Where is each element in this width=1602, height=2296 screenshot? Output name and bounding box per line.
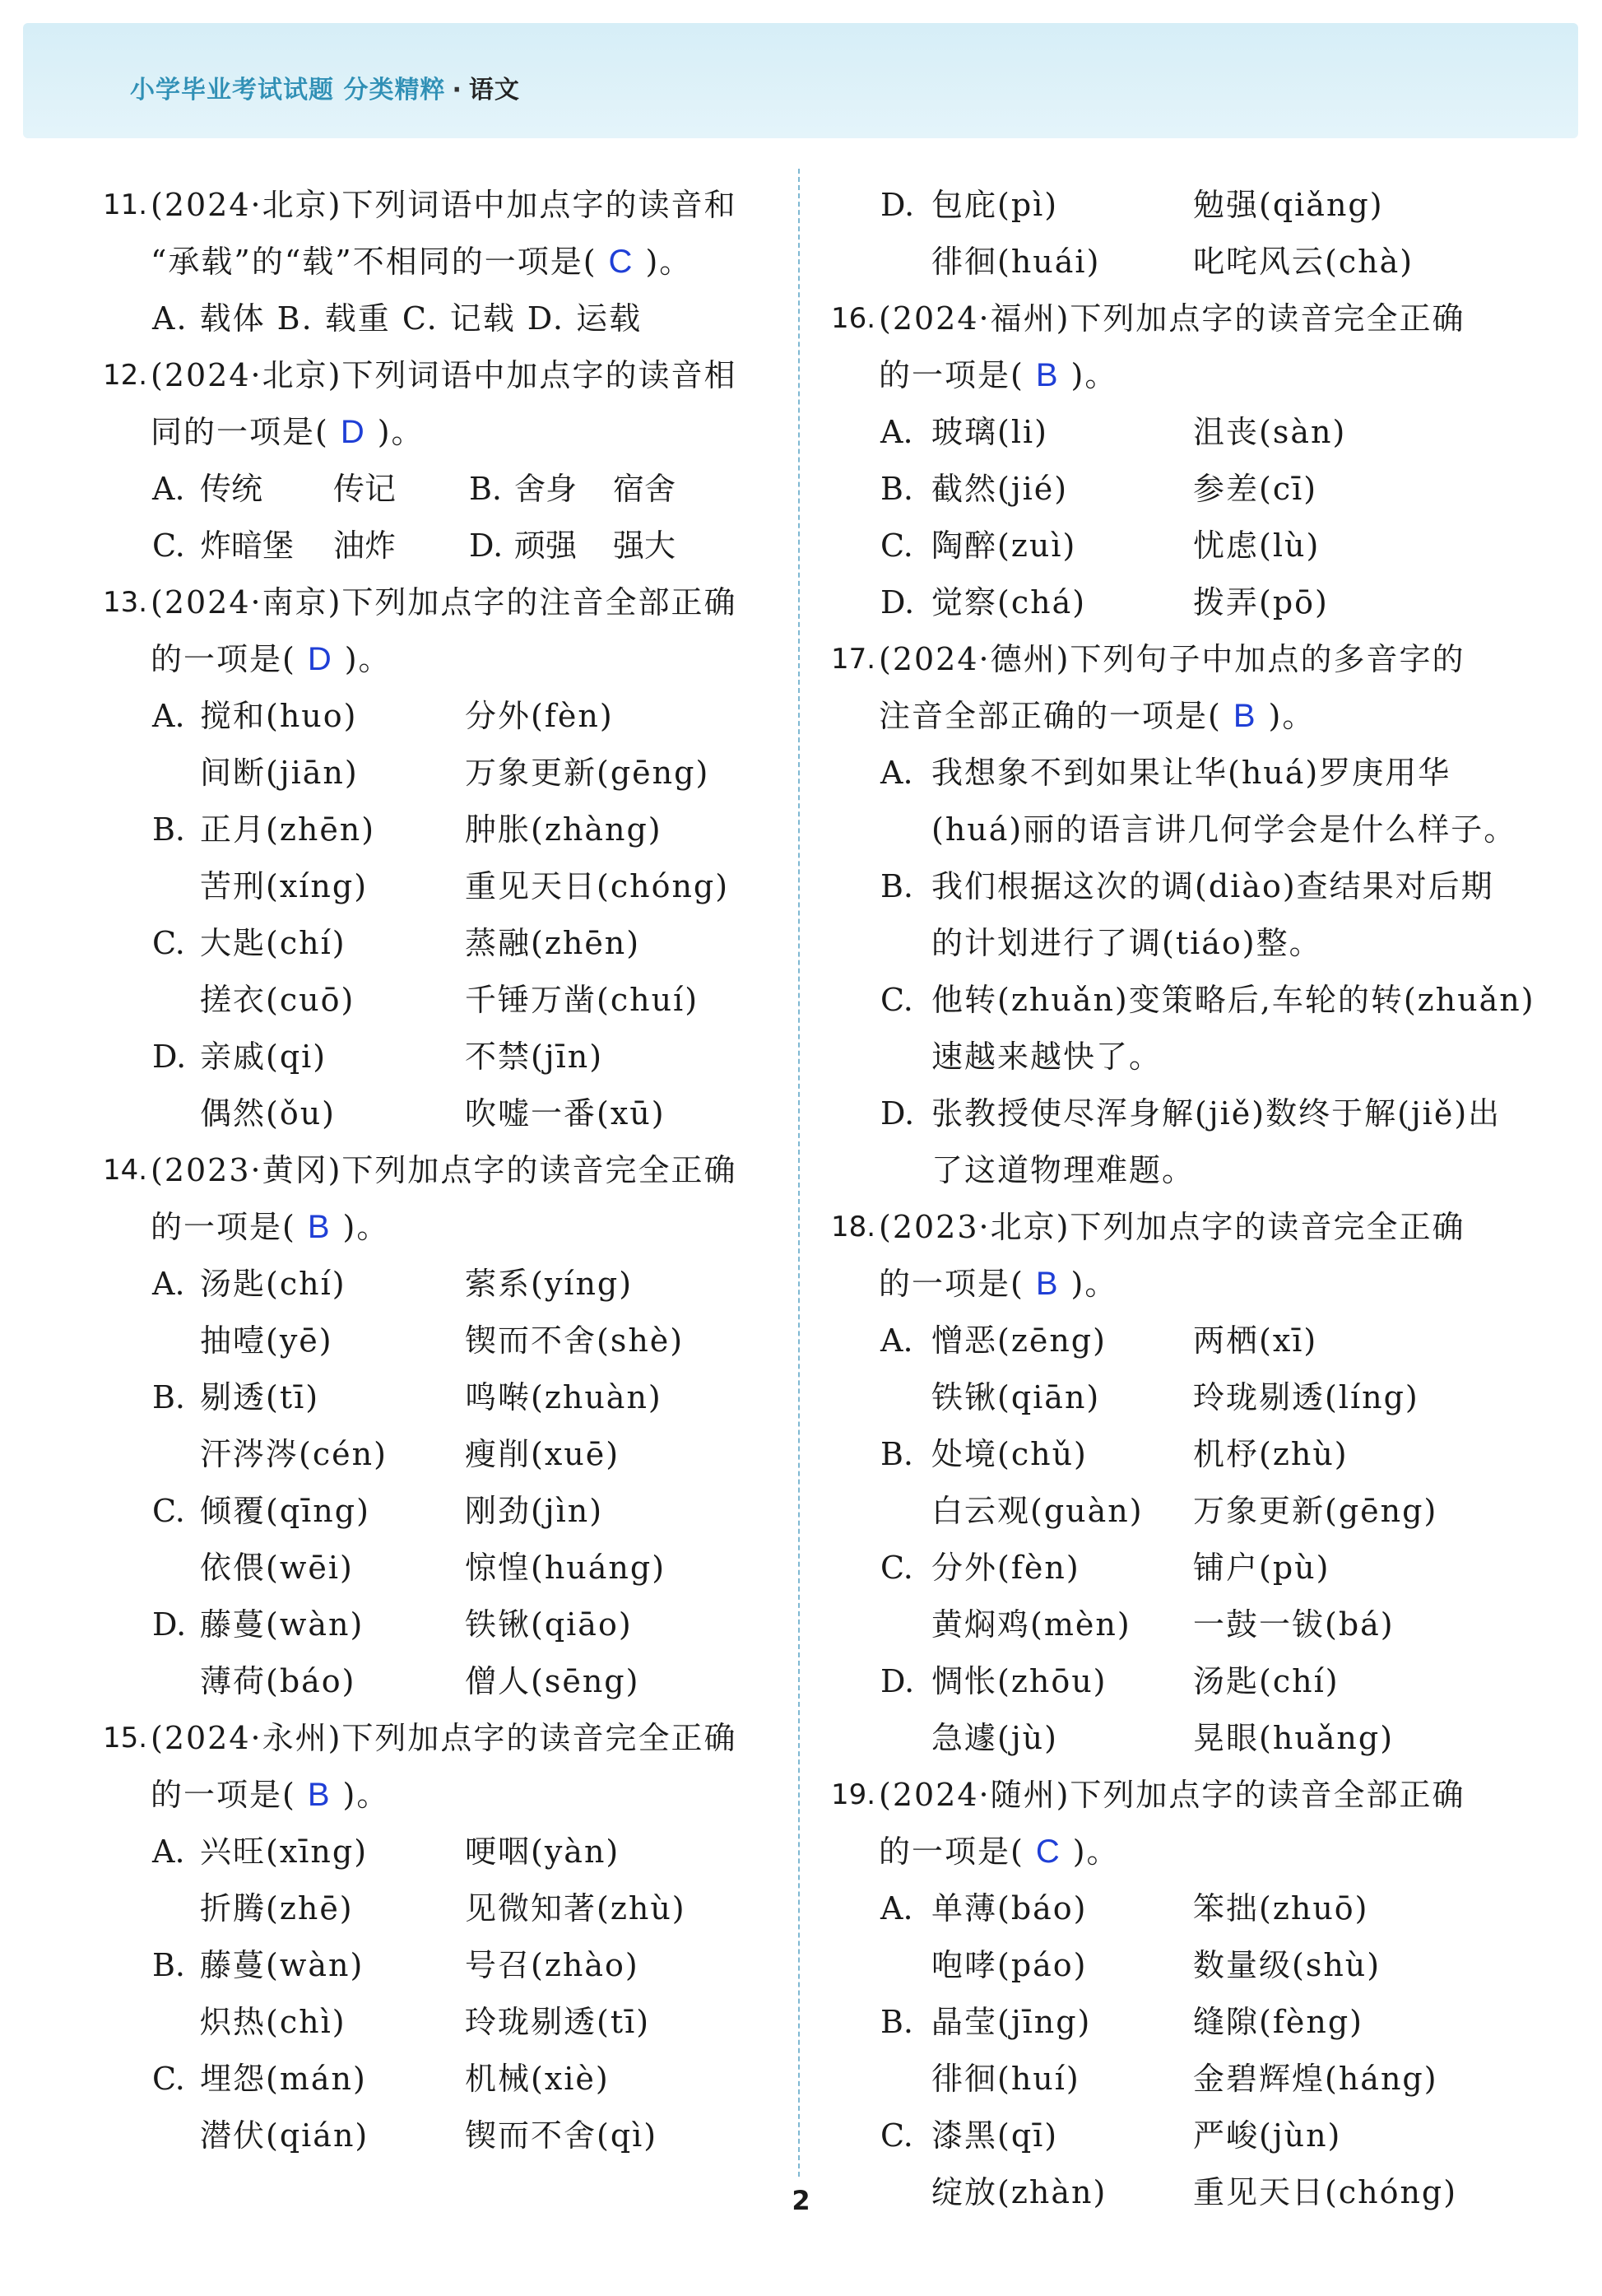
question-16-line-1 (831, 290, 1572, 347)
question-12-line-2 (103, 404, 786, 461)
option-sentence: 张教授使尽浑身解(jiě)数终于解(jiě)出 (931, 1095, 1502, 1132)
option-item: 瘦削(xuē) (465, 1436, 620, 1472)
option-row (831, 915, 1572, 972)
question-stem-end: )。 (1268, 698, 1316, 734)
option-letter: D. (880, 1095, 915, 1132)
option-item: 惊惶(huáng) (465, 1550, 666, 1586)
option-item: 汤匙(chí) (1193, 1663, 1340, 1699)
option-letter: B. (152, 1379, 186, 1415)
option-item: 咆哮(páo) (931, 1947, 1088, 1983)
option-item: 严峻(jùn) (1193, 2117, 1342, 2154)
option-row (103, 1085, 786, 1142)
header-title (130, 69, 520, 105)
option-item: 忧虑(lù) (1193, 528, 1321, 564)
option-item: 机械(xiè) (465, 2061, 610, 2097)
option-item: 处境(chǔ) (931, 1436, 1088, 1472)
question-number: 11. (103, 188, 148, 221)
option-item: 间断(jiān) (200, 755, 359, 791)
option-row (103, 745, 786, 802)
question-stem: (2024·德州)下列句子中加点的多音字的 (879, 641, 1465, 677)
option-item: 徘徊(huí) (931, 2061, 1080, 2097)
option-row (831, 461, 1572, 518)
option-letter: B. (152, 811, 186, 848)
question-stem: (2024·北京)下列词语中加点字的读音和 (151, 187, 737, 223)
option-letter: B. (152, 1947, 186, 1983)
option-row (831, 234, 1572, 290)
option-sentence-cont: 了这道物理难题。 (931, 1152, 1196, 1188)
question-number: 15. (103, 1722, 148, 1755)
option-letter: D. (152, 1606, 187, 1643)
option-item: 万象更新(gēng) (465, 755, 710, 791)
question-number: 19. (831, 1778, 876, 1811)
option-item: 依偎(wēi) (200, 1550, 354, 1586)
option-row (831, 1142, 1572, 1199)
option-item: 剔透(tī) (200, 1379, 320, 1415)
title-separator: · (452, 76, 462, 105)
option-letter: D. (880, 584, 915, 620)
option-item: 笨拙(zhuō) (1193, 1890, 1369, 1927)
option-row (831, 1426, 1572, 1483)
column-divider (798, 169, 800, 2177)
option-item: 重见天日(chóng) (1193, 2174, 1458, 2210)
option-item: 鸣啭(zhuàn) (465, 1379, 662, 1415)
question-stem-cont: 的一项是( (151, 641, 296, 677)
option-item: 玲珑剔透(líng) (1193, 1379, 1419, 1415)
option-letter: C. (152, 925, 185, 961)
option-word: 顽强 (514, 528, 578, 564)
question-number: 17. (831, 643, 876, 676)
option-letter: B. (469, 471, 503, 507)
question-14-line-1 (103, 1142, 786, 1199)
option-item: 刚劲(jìn) (465, 1493, 604, 1529)
option-row (831, 1653, 1572, 1710)
option-item: 偶然(ǒu) (200, 1095, 337, 1132)
option-item: 汤匙(chí) (200, 1266, 346, 1302)
option-item: 金碧辉煌(háng) (1193, 2061, 1438, 2097)
question-12-line-1 (103, 347, 786, 404)
question-11-line-1 (103, 177, 786, 234)
option-item: 大匙(chí) (200, 925, 346, 961)
option-letter: D. (469, 528, 504, 564)
option-item: 勉强(qiǎng) (1193, 187, 1384, 223)
option-letter: A. (152, 1834, 185, 1870)
option-item: 两栖(xī) (1193, 1322, 1318, 1359)
question-11-options (103, 290, 786, 347)
option-item: 叱咤风云(chà) (1193, 244, 1414, 280)
option-item: 铁锹(qiān) (931, 1379, 1101, 1415)
question-14-line-2 (103, 1199, 786, 1256)
option-item: 僧人(sēng) (465, 1663, 640, 1699)
option-letter: A. (152, 471, 185, 507)
question-13-line-1 (103, 574, 786, 631)
option-word: 强大 (613, 528, 676, 564)
question-16-line-2 (831, 347, 1572, 404)
answer-mark: D (340, 414, 366, 450)
option-word: 传记 (333, 471, 397, 507)
option-letter: C. (880, 1550, 913, 1586)
option-row (831, 1313, 1572, 1369)
option-letter: B. (880, 471, 914, 507)
option-item: 一鼓一钹(bá) (1193, 1606, 1395, 1643)
option-row (103, 1029, 786, 1085)
option-letter: D. (880, 187, 915, 223)
option-item: 缝隙(fèng) (1193, 2004, 1364, 2040)
option-row (831, 1994, 1572, 2051)
option-item: 觉察(chá) (931, 584, 1087, 620)
option-letter: C. (152, 528, 185, 564)
question-stem: (2024·北京)下列词语中加点字的读音相 (151, 357, 737, 393)
option-item: 肿胀(zhàng) (465, 811, 662, 848)
question-stem: (2023·北京)下列加点字的读音完全正确 (879, 1209, 1465, 1245)
option-item: 锲而不舍(shè) (465, 1322, 685, 1359)
option-row (831, 1710, 1572, 1767)
option-row (831, 1880, 1572, 1937)
option-item: 炽热(chì) (200, 2004, 346, 2040)
option-row (831, 1597, 1572, 1653)
question-stem-end: )。 (377, 414, 425, 450)
question-stem-cont: 的一项是( (151, 1209, 296, 1245)
option-item: 包庇(pì) (931, 187, 1059, 223)
option-item: 千锤万凿(chuí) (465, 982, 699, 1018)
answer-mark: B (1035, 1266, 1060, 1302)
subject-label: 语文 (468, 76, 520, 105)
option-item: 铁锹(qiāo) (465, 1606, 633, 1643)
question-stem: (2024·南京)下列加点字的注音全部正确 (151, 584, 737, 620)
option-word: 宿舍 (613, 471, 676, 507)
option-row (831, 574, 1572, 631)
option-item: 机杼(zhù) (1193, 1436, 1349, 1472)
option-letter: B. (880, 1436, 914, 1472)
question-stem-end: )。 (342, 1209, 390, 1245)
option-item: 埋怨(mán) (200, 2061, 367, 2097)
option-row (103, 1824, 786, 1880)
question-number: 16. (831, 302, 876, 335)
option-item: 万象更新(gēng) (1193, 1493, 1438, 1529)
option-row (103, 1426, 786, 1483)
book-title: 小学毕业考试试题 分类精粹 (130, 76, 446, 105)
answer-mark: C (1035, 1834, 1061, 1870)
question-stem-cont: 的一项是( (879, 357, 1024, 393)
option-item: 沮丧(sàn) (1193, 414, 1347, 450)
option-row (831, 2051, 1572, 2108)
question-stem-cont: 的一项是( (879, 1834, 1024, 1870)
option-row (103, 1540, 786, 1597)
question-stem: (2024·福州)下列加点字的读音完全正确 (879, 300, 1465, 337)
option-row (103, 915, 786, 972)
option-row (103, 802, 786, 858)
option-item: 惆怅(zhōu) (931, 1663, 1107, 1699)
question-stem-end: )。 (645, 244, 693, 280)
option-sentence: 我们根据这次的调(diào)查结果对后期 (931, 868, 1494, 904)
option-row (103, 1994, 786, 2051)
option-item: 憎恶(zēng) (931, 1322, 1107, 1359)
option-row (831, 1369, 1572, 1426)
option-row (831, 1085, 1572, 1142)
option-row (103, 1256, 786, 1313)
option-row (831, 745, 1572, 802)
question-stem-cont: “承载”的“载”不相同的一项是( (151, 244, 597, 280)
option-item: 数量级(shù) (1193, 1947, 1381, 1983)
option-row (103, 1937, 786, 1994)
option-item: 截然(jié) (931, 471, 1069, 507)
option-row (103, 858, 786, 915)
option-letter: C. (152, 2061, 185, 2097)
answer-mark: B (307, 1777, 332, 1813)
option-row (831, 802, 1572, 858)
answer-mark: C (608, 244, 634, 280)
option-sentence: 他转(zhuǎn)变策略后,车轮的转(zhuǎn) (931, 982, 1535, 1018)
option-item: 锲而不舍(qì) (465, 2117, 658, 2154)
option-item: 蒸融(zhēn) (465, 925, 641, 961)
option-row (103, 1880, 786, 1937)
option-item: 号召(zhào) (465, 1947, 639, 1983)
question-number: 14. (103, 1154, 148, 1187)
option-item: 晃眼(huǎng) (1193, 1720, 1395, 1756)
question-stem-end: )。 (1070, 1266, 1118, 1302)
question-stem: (2024·永州)下列加点字的读音完全正确 (151, 1720, 737, 1756)
option-row (103, 1313, 786, 1369)
option-item: 见微知著(zhù) (465, 1890, 686, 1927)
option-letter: C. (880, 982, 913, 1018)
option-item: 哽咽(yàn) (465, 1834, 620, 1870)
answer-mark: B (307, 1209, 332, 1245)
option-letter: A. (152, 1266, 185, 1302)
option-word: 舍身 (514, 471, 578, 507)
option-row (103, 1653, 786, 1710)
option-row (831, 972, 1572, 1029)
question-stem: (2024·随州)下列加点字的读音全部正确 (879, 1777, 1465, 1813)
option-item: 潜伏(qián) (200, 2117, 369, 2154)
option-item: 分外(fèn) (465, 698, 614, 734)
right-column (831, 177, 1572, 2221)
option-item: 兴旺(xīng) (200, 1834, 369, 1870)
option-letter: C. (880, 528, 913, 564)
option-row: A. 载体 B. 载重 C. 记载 D. 运载 (152, 300, 643, 337)
option-row (831, 177, 1572, 234)
option-item: 搓衣(cuō) (200, 982, 355, 1018)
question-stem-cont: 的一项是( (879, 1266, 1024, 1302)
question-stem-cont: 的一项是( (151, 1777, 296, 1813)
option-item: 白云观(guàn) (931, 1493, 1144, 1529)
answer-mark: D (307, 641, 333, 677)
option-letter: D. (880, 1663, 915, 1699)
option-letter: B. (880, 2004, 914, 2040)
question-18-line-1 (831, 1199, 1572, 1256)
option-letter: C. (880, 2117, 913, 2154)
option-letter: B. (880, 868, 914, 904)
option-item: 搅和(huo) (200, 698, 358, 734)
option-letter: D. (152, 1039, 187, 1075)
option-item: 绽放(zhàn) (931, 2174, 1107, 2210)
question-stem-cont: 同的一项是( (151, 414, 329, 450)
question-stem-end: )。 (344, 641, 392, 677)
question-number: 18. (831, 1211, 876, 1243)
question-19-line-2 (831, 1824, 1572, 1880)
option-row (831, 2108, 1572, 2164)
option-row (103, 972, 786, 1029)
question-stem-cont: 注音全部正确的一项是( (879, 698, 1222, 734)
option-item: 急遽(jù) (931, 1720, 1058, 1756)
option-sentence-cont: 速越来越快了。 (931, 1039, 1163, 1075)
option-letter: A. (880, 1890, 913, 1927)
option-row (103, 1597, 786, 1653)
question-15-line-2 (103, 1767, 786, 1824)
option-row (831, 518, 1572, 574)
option-letter: A. (880, 1322, 913, 1359)
option-letter: A. (880, 414, 913, 450)
option-item: 藤蔓(wàn) (200, 1947, 365, 1983)
option-row (103, 1369, 786, 1426)
option-item: 藤蔓(wàn) (200, 1606, 365, 1643)
page-number: 2 (792, 2185, 810, 2216)
question-stem-end: )。 (342, 1777, 390, 1813)
option-item: 不禁(jīn) (465, 1039, 604, 1075)
question-12-option-row (103, 518, 786, 574)
option-item: 参差(cī) (1193, 471, 1318, 507)
option-letter: C. (152, 1493, 185, 1529)
question-number: 13. (103, 586, 148, 619)
option-word: 传统 (200, 471, 263, 507)
question-15-line-1 (103, 1710, 786, 1767)
question-17-line-2 (831, 688, 1572, 745)
option-row (831, 858, 1572, 915)
question-17-line-1 (831, 631, 1572, 688)
option-word: 油炸 (333, 528, 397, 564)
question-18-line-2 (831, 1256, 1572, 1313)
option-sentence-cont: 的计划进行了调(tiáo)整。 (931, 925, 1322, 961)
option-item: 黄焖鸡(mèn) (931, 1606, 1131, 1643)
option-item: 吹嘘一番(xū) (465, 1095, 666, 1132)
question-13-line-2 (103, 631, 786, 688)
option-letter: A. (152, 698, 185, 734)
question-stem-end: )。 (1072, 1834, 1120, 1870)
option-item: 玲珑剔透(tī) (465, 2004, 651, 2040)
option-item: 玻璃(li) (931, 414, 1048, 450)
option-sentence-cont: (huá)丽的语言讲几何学会是什么样子。 (931, 811, 1517, 848)
option-item: 漆黑(qī) (931, 2117, 1059, 2154)
option-item: 重见天日(chóng) (465, 868, 730, 904)
option-row (831, 1937, 1572, 1994)
answer-mark: B (1035, 357, 1060, 393)
option-item: 苦刑(xíng) (200, 868, 369, 904)
question-19-line-1 (831, 1767, 1572, 1824)
option-row (831, 1483, 1572, 1540)
option-item: 分外(fèn) (931, 1550, 1080, 1586)
answer-mark: B (1233, 698, 1257, 734)
option-item: 汗涔涔(cén) (200, 1436, 388, 1472)
option-item: 抽噎(yē) (200, 1322, 333, 1359)
option-item: 陶醉(zuì) (931, 528, 1077, 564)
option-item: 铺户(pù) (1193, 1550, 1330, 1586)
option-letter: A. (880, 755, 913, 791)
question-12-option-row (103, 461, 786, 518)
option-row (831, 1540, 1572, 1597)
option-item: 晶莹(jīng) (931, 2004, 1092, 2040)
option-row (103, 2108, 786, 2164)
option-item: 徘徊(huái) (931, 244, 1101, 280)
question-stem: (2023·黄冈)下列加点字的读音完全正确 (151, 1152, 737, 1188)
option-row (103, 1483, 786, 1540)
question-number: 12. (103, 359, 148, 392)
option-item: 拨弄(pō) (1193, 584, 1329, 620)
option-item: 折腾(zhē) (200, 1890, 354, 1927)
option-row (103, 2051, 786, 2108)
option-item: 萦系(yíng) (465, 1266, 634, 1302)
left-column (103, 177, 786, 2164)
option-item: 正月(zhēn) (200, 811, 376, 848)
option-item: 亲戚(qi) (200, 1039, 327, 1075)
option-row (831, 1029, 1572, 1085)
option-sentence: 我想象不到如果让华(huá)罗庚用华 (931, 755, 1451, 791)
option-word: 炸暗堡 (200, 528, 295, 564)
option-row (103, 688, 786, 745)
option-item: 单薄(báo) (931, 1890, 1088, 1927)
option-item: 薄荷(báo) (200, 1663, 356, 1699)
question-stem-end: )。 (1070, 357, 1118, 393)
option-item: 倾覆(qīng) (200, 1493, 370, 1529)
question-11-line-2 (103, 234, 786, 290)
option-row (831, 404, 1572, 461)
